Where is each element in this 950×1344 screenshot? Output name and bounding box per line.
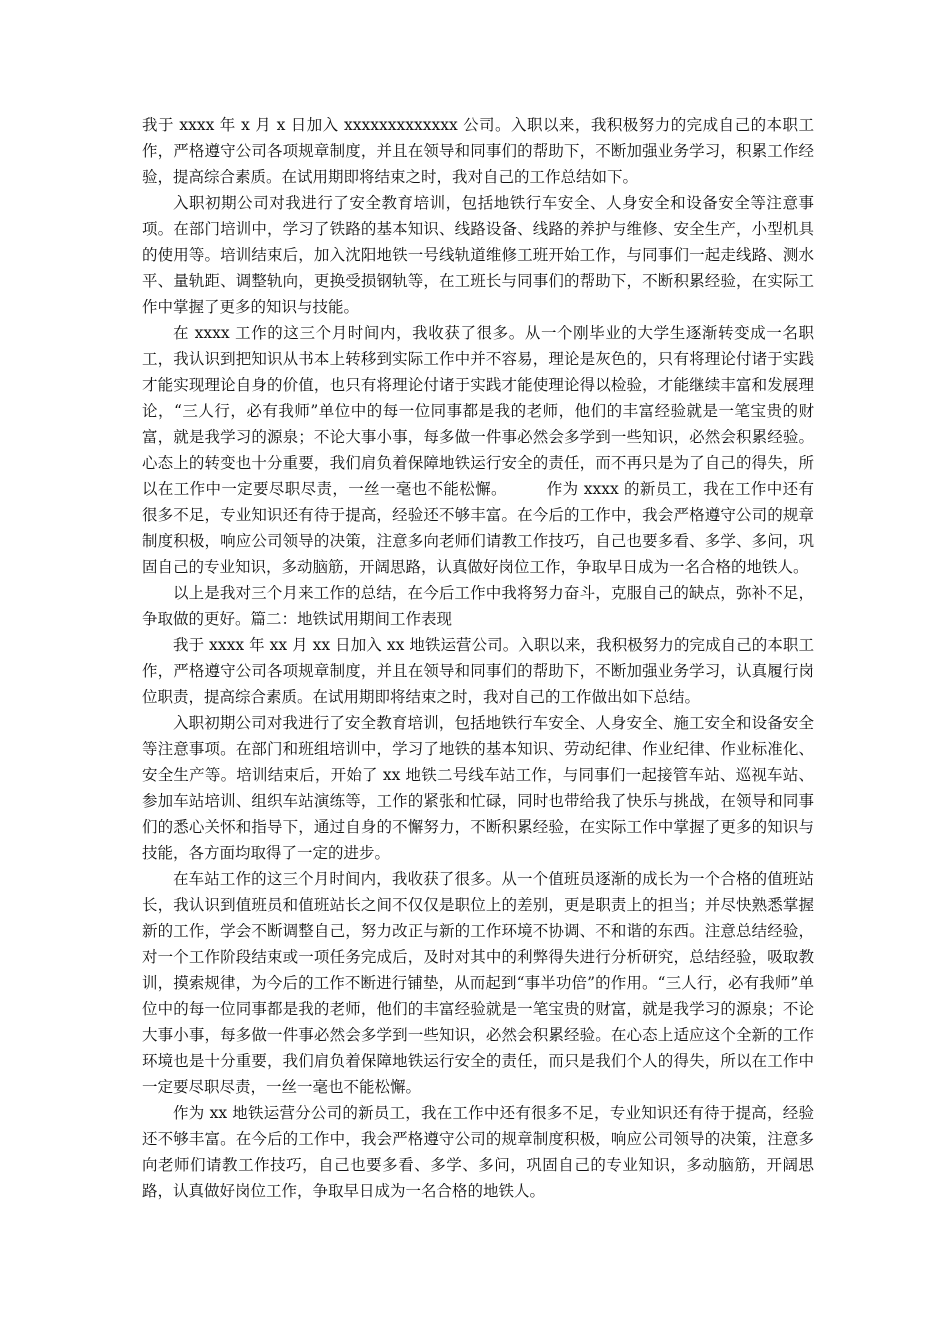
paragraph-part2-station-work: 在车站工作的这三个月时间内，我收获了很多。从一个值班员逐渐的成长为一个合格的值班站长，我认识到值班员和值班站长之间不仅仅是职位上的差别，更是职责上的担当；并尽快熟悉掌握新的工作，学会不断调整自己，努力改正与新的工作环境不协调、不和谐的东西。注意总结经验，对一个工作阶段结束或一项任务完成后，及时对其中的利弊得失进行分析研究，总结经验，吸取教训，摸索规律，为今后的工作不断进行铺垫，从而起到“事半功倍”的作用。“三人行，必有我师”单位中的每一位同事都是我的老师，他们的丰富经验就是一笔宝贵的财富，就是我学习的源泉；不论大事小事，每多做一件事必然会多学到一些知识，必然会积累经验。在心态上适应这个全新的工作环境也是十分重要，我们肩负着保障地铁运行安全的责任，而只是我们个人的得失，所以在工作中一定要尽职尽责，一丝一毫也不能松懈。 [142,870,814,1096]
document-body [142,112,814,1204]
paragraph-training: 入职初期公司对我进行了安全教育培训，包括地铁行车安全、人身安全和设备安全等注意事项。在部门培训中，学习了铁路的基本知识、线路设备、线路的养护与维修、安全生产，小型机具的使用等。培训结束后，加入沈阳地铁一号线轨道维修工班开始工作，与同事们一起走线路、测水平、量轨距、调整轨向，更换受损钢轨等，在工班长与同事们的帮助下，不断积累经验，在实际工作中掌握了更多的知识与技能。 [142,194,814,316]
paragraph-part2-closing: 作为 xx 地铁运营分公司的新员工，我在工作中还有很多不足，专业知识还有待于提高，经验还不够丰富。在今后的工作中，我会严格遵守公司的规章制度积极，响应公司领导的决策，注意多向老师们请教工作技巧，自己也要多看、多学、多问，巩固自己的专业知识，多动脑筋，开阔思路，认真做好岗位工作，争取早日成为一名合格的地铁人。 [142,1104,814,1200]
paragraph-part2-intro: 我于 xxxx 年 xx 月 xx 日加入 xx 地铁运营公司。入职以来，我积极努力的完成自己的本职工作，严格遵守公司各项规章制度，并且在领导和同事们的帮助下，不断加强业务学习，认真履行岗位职责，提高综合素质。在试用期即将结束之时，我对自己的工作做出如下总结。 [142,636,814,706]
paragraph-intro: 我于 xxxx 年 x 月 x 日加入 xxxxxxxxxxxxx 公司。入职以来，我积极努力的完成自己的本职工作，严格遵守公司各项规章制度，并且在领导和同事们的帮助下，不断加强业务学习，积累工作经验，提高综合素质。在试用期即将结束之时，我对自己的工作总结如下。 [142,116,814,186]
paragraph-part2-training: 入职初期公司对我进行了安全教育培训，包括地铁行车安全、人身安全、施工安全和设备安全等注意事项。在部门和班组培训中，学习了地铁的基本知识、劳动纪律、作业纪律、作业标准化、安全生产等。培训结束后，开始了 xx 地铁二号线车站工作，与同事们一起接管车站、巡视车站、参加车站培训、组织车站演练等，工作的紧张和忙碌，同时也带给我了快乐与挑战，在领导和同事们的悉心关怀和指导下，通过自身的不懈努力，不断积累经验，在实际工作中掌握了更多的知识与技能，各方面均取得了一定的进步。 [142,714,814,862]
paragraph-summary: 以上是我对三个月来工作的总结，在今后工作中我将努力奋斗，克服自己的缺点，弥补不足，争取做的更好。篇二：地铁试用期间工作表现 [142,584,814,628]
paragraph-three-months: 在 xxxx 工作的这三个月时间内，我收获了很多。从一个刚毕业的大学生逐渐转变成一名职工，我认识到把知识从书本上转移到实际工作中并不容易，理论是灰色的，只有将理论付诸于实践才能实现理论自身的价值，也只有将理论付诸于实践才能使理论得以检验，才能继续丰富和发展理论，“三人行，必有我师”单位中的每一位同事都是我的老师，他们的丰富经验就是一笔宝贵的财富，就是我学习的源泉；不论大事小事，每多做一件事必然会多学到一些知识，必然会积累经验。心态上的转变也十分重要，我们肩负着保障地铁运行安全的责任，而不再只是为了自己的得失，所以在工作中一定要尽职尽责，一丝一毫也不能松懈。 作为 xxxx 的新员工，我在工作中还有很多不足，专业知识还有待于提高，经验还不够丰富。在今后的工作中，我会严格遵守公司的规章制度积极，响应公司领导的决策，注意多向老师们请教工作技巧，自己也要多看、多学、多问，巩固自己的专业知识，多动脑筋，开阔思路，认真做好岗位工作，争取早日成为一名合格的地铁人。 [142,324,814,576]
